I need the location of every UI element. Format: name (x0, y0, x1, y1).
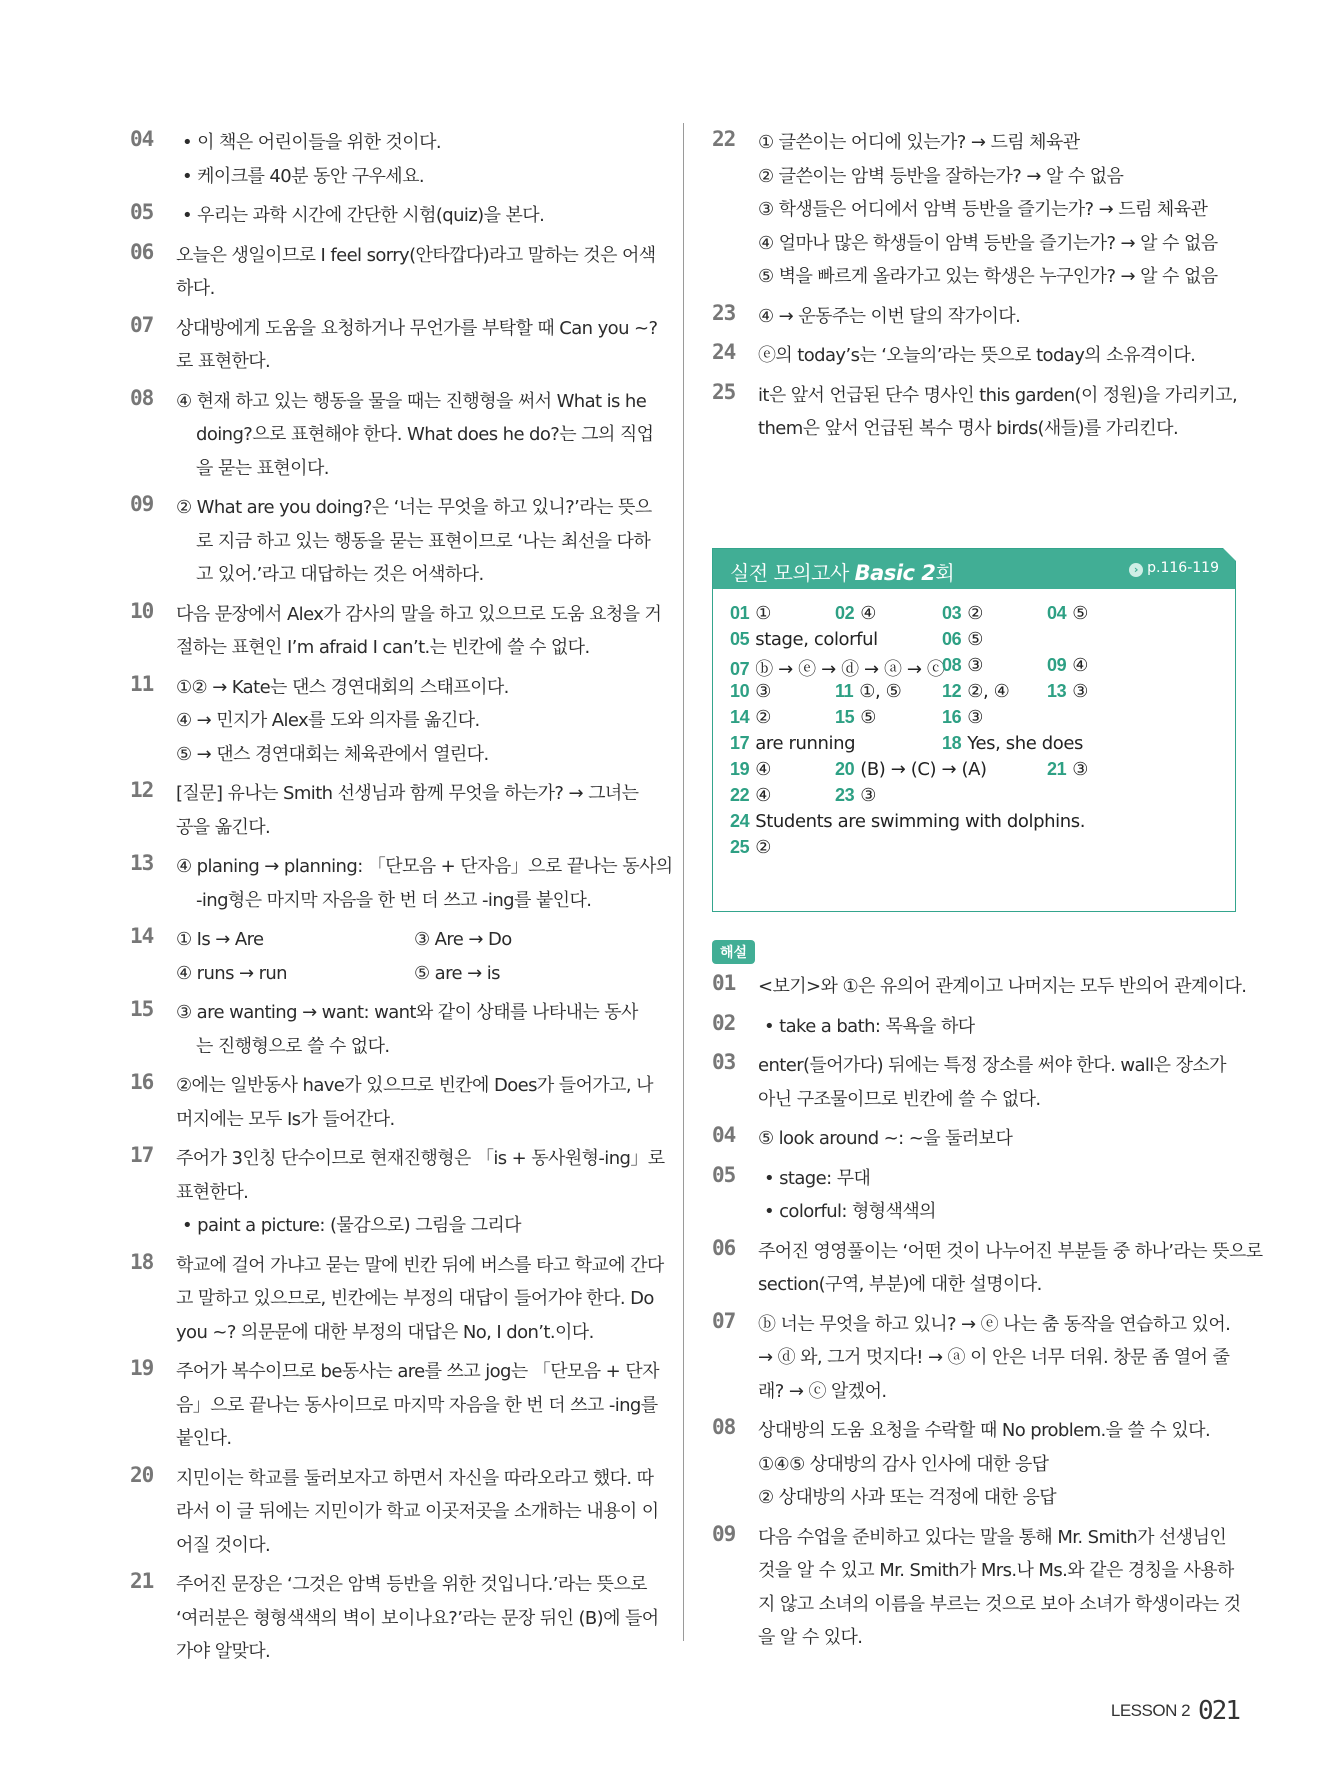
answer-value: ② (967, 603, 983, 624)
explanation-line: ④ planing → planning: 「단모음 + 단자음」으로 끝나는 동사의 (176, 856, 673, 877)
answer-box-header (713, 549, 1235, 589)
answer-value: Students are swimming with dolphins. (755, 811, 1086, 832)
explanation-line: 주어진 영영풀이는 ‘어떤 것이 나누어진 부분들 중 하나’라는 뜻으로 (758, 1240, 1263, 1262)
explanation-line: ④ → 운동주는 이번 달의 작가이다. (758, 305, 1021, 327)
answer-number: 19 (730, 759, 750, 779)
correction-row (176, 923, 654, 957)
title-bold: Basic 2 (854, 561, 936, 585)
column-divider (683, 123, 684, 1641)
explanation-line: • 우리는 과학 시간에 간단한 시험(quiz)을 본다. (182, 205, 545, 226)
question-item (130, 1142, 665, 1243)
answer-value: ③ (860, 785, 876, 806)
answer-entry (730, 603, 771, 624)
explanation-line: ②에는 일반동사 have가 있으므로 빈칸에 Does가 들어가고, 나 (176, 1075, 653, 1096)
explanation-line: 상대방의 도움 요청을 수락할 때 No problem.을 쓸 수 있다. (758, 1420, 1211, 1441)
explanation-line: 다음 수업을 준비하고 있다는 말을 통해 Mr. Smith가 선생님인 (758, 1526, 1227, 1548)
explanation-line: 로 지금 하고 있는 행동을 묻는 표현이므로 ‘나는 최선을 다하 (196, 530, 651, 552)
question-item (130, 239, 654, 306)
answer-entry (730, 733, 855, 754)
question-item (130, 385, 654, 486)
question-item (130, 996, 654, 1063)
explanation-line: ①② → Kate는 댄스 경연대회의 스태프이다. (176, 676, 509, 698)
answer-number: 03 (942, 603, 962, 623)
answer-value: ①, ⑤ (859, 681, 902, 702)
question-item (130, 126, 654, 193)
answer-entry (730, 681, 771, 702)
answer-number: 04 (1047, 603, 1067, 623)
question-item (130, 1069, 654, 1136)
question-item (130, 850, 673, 917)
answer-number: 09 (1047, 655, 1067, 675)
explanation-line: 고 말하고 있으므로, 빈칸에는 부정의 대답이 들어가야 한다. Do (176, 1288, 654, 1309)
answer-number: 08 (942, 655, 962, 675)
answer-value: stage, colorful (755, 629, 878, 650)
answer-box-title (730, 557, 954, 586)
explanation-line: ⑤ look around ~: ~을 둘러보다 (758, 1128, 1013, 1149)
answer-number: 10 (730, 681, 750, 701)
explanation-line: 을 알 수 있다. (758, 1627, 863, 1648)
title-suffix: 회 (935, 561, 955, 585)
explanation-line: 라서 이 글 뒤에는 지민이가 학교 이곳저곳을 소개하는 내용이 이 (176, 1501, 659, 1522)
answer-entry (730, 655, 945, 681)
explanation-line: ⑤ → 댄스 경연대회는 체육관에서 열린다. (176, 743, 489, 765)
question-number: 05 (712, 1162, 736, 1187)
question-item (130, 312, 658, 379)
question-number: 16 (130, 1070, 154, 1094)
explanation-line: enter(들어가다) 뒤에는 특정 장소를 써야 한다. wall은 장소가 (758, 1055, 1226, 1076)
answer-entry (942, 655, 983, 676)
explanation-line: ④ 현재 하고 있는 행동을 물을 때는 진행형을 써서 What is he (176, 390, 647, 412)
explanation-line: ① 글쓴이는 어디에 있는가? → 드림 체육관 (758, 132, 1080, 153)
question-item (130, 199, 654, 233)
page-number: 021 (1198, 1696, 1239, 1726)
explanation-line: • colorful: 형형색색의 (764, 1201, 936, 1222)
explanation-line: ④ 얼마나 많은 학생들이 암벽 등반을 즐기는가? → 알 수 없음 (758, 232, 1218, 254)
question-number: 06 (130, 239, 154, 264)
answer-value: ③ (967, 707, 983, 728)
question-item (712, 126, 1236, 294)
explanation-line: 머지에는 모두 Is가 들어간다. (176, 1108, 395, 1130)
question-item (130, 1249, 664, 1350)
answer-entry (1047, 759, 1088, 780)
question-item (712, 1414, 1236, 1515)
explanation-line: ①④⑤ 상대방의 감사 인사에 대한 응답 (758, 1453, 1049, 1475)
question-number: 20 (130, 1462, 154, 1487)
question-item (130, 598, 662, 665)
explanation-line: 상대방에게 도움을 요청하거나 무언가를 부탁할 때 Can you ~? (176, 317, 658, 339)
answer-entry (942, 733, 1083, 754)
answer-number: 02 (835, 603, 855, 623)
explanation-line: 로 표현한다. (176, 351, 271, 372)
explanation-line: • paint a picture: (물감으로) 그림을 그리다 (182, 1215, 521, 1236)
answer-entry (942, 603, 983, 624)
explanation-line: 는 진행형으로 쓸 수 없다. (196, 1035, 390, 1057)
question-number: 09 (130, 492, 154, 516)
title-prefix: 실전 모의고사 (730, 561, 849, 585)
question-number: 08 (130, 385, 154, 410)
answer-entry (835, 707, 876, 728)
answer-entry (730, 785, 771, 806)
correction-cell: ④ runs → run (176, 962, 287, 984)
question-number: 06 (712, 1235, 736, 1260)
answer-number: 07 (730, 659, 750, 679)
question-number: 07 (130, 312, 154, 337)
question-number: 08 (712, 1415, 736, 1439)
right-column-explanations (712, 970, 1263, 1661)
answer-value: ③ (1072, 681, 1088, 702)
answer-number: 18 (942, 733, 962, 753)
explanation-line: 주어가 3인칭 단수이므로 현재진행형은 「is + 동사원형-ing」로 (176, 1148, 665, 1169)
question-number: 02 (712, 1010, 736, 1035)
explanation-line: ⑤ 벽을 빠르게 올라가고 있는 학생은 누구인가? → 알 수 없음 (758, 266, 1218, 287)
question-number: 05 (130, 200, 154, 224)
explanation-line: ③ 학생들은 어디에서 암벽 등반을 즐기는가? → 드림 체육관 (758, 199, 1208, 220)
answer-number: 05 (730, 629, 750, 649)
question-item (130, 491, 654, 592)
question-number: 18 (130, 1249, 154, 1274)
correction-cell: ⑤ are → is (414, 962, 500, 984)
answer-number: 22 (730, 785, 750, 805)
explanation-line: 오늘은 생일이므로 I feel sorry(안타깝다)라고 말하는 것은 어색 (176, 244, 656, 266)
question-number: 12 (130, 778, 154, 802)
question-number: 14 (130, 924, 154, 948)
question-item (712, 1010, 1236, 1044)
answer-number: 20 (835, 759, 855, 779)
answer-value: (B) → (C) → (A) (860, 759, 987, 780)
question-item (130, 1568, 659, 1669)
answer-number: 01 (730, 603, 750, 623)
correction-cell: ① Is → Are (176, 929, 264, 950)
question-item (712, 1235, 1263, 1302)
answer-box (712, 548, 1236, 912)
question-item (712, 1521, 1241, 1655)
answer-number: 16 (942, 707, 962, 727)
question-item (712, 1122, 1236, 1156)
explanation-line: them은 앞서 언급된 복수 명사 birds(새들)를 가리킨다. (758, 418, 1179, 439)
question-item (130, 671, 654, 772)
question-number: 09 (712, 1521, 736, 1546)
explanation-line: 붙인다. (176, 1428, 232, 1449)
answer-entry (1047, 681, 1088, 702)
explanation-line: ⓑ 너는 무엇을 하고 있니? → ⓔ 나는 춤 동작을 연습하고 있어. (758, 1313, 1231, 1335)
question-number: 04 (712, 1123, 736, 1147)
question-number: 17 (130, 1143, 154, 1167)
explanation-line: [질문] 유나는 Smith 선생님과 함께 무엇을 하는가? → 그녀는 (176, 783, 639, 804)
question-item (712, 970, 1247, 1004)
left-column (130, 126, 673, 1675)
question-number: 11 (130, 671, 154, 696)
answer-entry (942, 629, 983, 650)
explanation-line: 공을 옮긴다. (176, 816, 271, 838)
explanation-line: 표현한다. (176, 1181, 249, 1203)
question-item (130, 923, 654, 990)
question-item (130, 1355, 659, 1456)
question-number: 24 (712, 340, 736, 364)
explanation-line: you ~? 의문문에 대한 부정의 대답은 No, I don’t.이다. (176, 1321, 594, 1343)
answer-entry (730, 811, 1085, 832)
question-number: 01 (712, 971, 736, 995)
explanation-line: 아닌 구조물이므로 빈칸에 쓸 수 없다. (758, 1088, 1041, 1110)
explanation-line: 하다. (176, 278, 215, 299)
answer-entry (730, 629, 878, 650)
explanation-line: 학교에 걸어 가냐고 묻는 말에 빈칸 뒤에 버스를 타고 학교에 간다 (176, 1254, 664, 1276)
answer-value: ② (755, 837, 771, 858)
explanation-line: ③ are wanting → want: want와 같이 상태를 나타내는 동사 (176, 1002, 638, 1023)
explanation-line: 다음 문장에서 Alex가 감사의 말을 하고 있으므로 도움 요청을 거 (176, 603, 662, 625)
explanation-line: ‘여러분은 형형색색의 벽이 보이나요?’라는 문장 뒤인 (B)에 들어 (176, 1607, 659, 1629)
explanation-line: ⓔ의 today’s는 ‘오늘의’라는 뜻으로 today의 소유격이다. (758, 345, 1196, 366)
answer-number: 15 (835, 707, 855, 727)
question-item (712, 379, 1236, 446)
question-number: 10 (130, 598, 154, 623)
question-item (712, 300, 1236, 334)
explanation-line: 고 있어.’라고 대답하는 것은 어색하다. (196, 564, 484, 585)
answer-entry (730, 759, 771, 780)
question-item (712, 339, 1236, 373)
answer-entry (730, 707, 771, 728)
explanation-badge: 해설 (712, 940, 755, 964)
question-item (712, 1162, 1236, 1229)
answer-number: 17 (730, 733, 750, 753)
explanation-line: • stage: 무대 (764, 1167, 871, 1189)
lesson-label: LESSON 2 (1110, 1701, 1191, 1720)
answer-value: ③ (1072, 759, 1088, 780)
question-number: 21 (130, 1569, 154, 1593)
answer-number: 24 (730, 811, 750, 831)
answer-value: ⓑ → ⓔ → ⓓ → ⓐ → ⓒ (755, 659, 945, 680)
question-number: 23 (712, 300, 736, 325)
answer-value: ⑤ (1072, 603, 1088, 624)
page-footer (1111, 1696, 1239, 1726)
explanation-line: ② 글쓴이는 암벽 등반을 잘하는가? → 알 수 없음 (758, 165, 1124, 187)
answer-number: 06 (942, 629, 962, 649)
answer-value: ④ (755, 785, 771, 806)
explanation-line: it은 앞서 언급된 단수 명사인 this garden(이 정원)을 가리키고, (758, 384, 1238, 406)
answer-value: ④ (755, 759, 771, 780)
answer-value: ② (755, 707, 771, 728)
answer-entry (835, 681, 901, 702)
question-number: 15 (130, 997, 154, 1021)
explanation-line: 주어진 문장은 ‘그것은 암벽 등반을 위한 것입니다.’라는 뜻으로 (176, 1574, 647, 1595)
answer-value: ① (755, 603, 771, 624)
question-number: 19 (130, 1356, 154, 1380)
answer-number: 23 (835, 785, 855, 805)
answer-number: 21 (1047, 759, 1067, 779)
explanation-line: • 이 책은 어린이들을 위한 것이다. (182, 132, 441, 153)
page-reference (1129, 560, 1219, 577)
answer-number: 14 (730, 707, 750, 727)
answer-entry (1047, 655, 1088, 676)
answer-number: 13 (1047, 681, 1067, 701)
question-number: 22 (712, 127, 736, 151)
answer-entry (1047, 603, 1088, 624)
explanation-line: 것을 알 수 있고 Mr. Smith가 Mrs.나 Ms.와 같은 경칭을 사용하 (758, 1560, 1234, 1581)
explanation-line: ④ → 민지가 Alex를 도와 의자를 옮긴다. (176, 710, 480, 731)
answer-entry (942, 681, 1009, 702)
question-item (712, 1308, 1236, 1409)
explanation-line: 래? → ⓒ 알겠어. (758, 1380, 887, 1402)
question-number: 25 (712, 379, 736, 404)
question-item (130, 1462, 659, 1563)
answer-value: ⑤ (967, 629, 983, 650)
question-item (712, 1049, 1236, 1116)
right-column-top (712, 126, 1236, 452)
answer-entry (835, 785, 876, 806)
question-number: 03 (712, 1050, 736, 1074)
question-number: 13 (130, 851, 154, 875)
answer-entry (942, 707, 983, 728)
question-number: 04 (130, 127, 154, 151)
answer-number: 25 (730, 837, 750, 857)
correction-row (176, 957, 654, 991)
question-item (130, 777, 654, 844)
explanation-line: -ing형은 마지막 자음을 한 번 더 쓰고 -ing를 붙인다. (196, 889, 592, 911)
explanation-line: 절하는 표현인 I’m afraid I can’t.는 빈칸에 쓸 수 없다. (176, 637, 590, 658)
answer-entry (730, 837, 771, 858)
answer-number: 12 (942, 681, 962, 701)
explanation-line: 지 않고 소녀의 이름을 부르는 것으로 보아 소녀가 학생이라는 것 (758, 1593, 1241, 1615)
answer-value: ②, ④ (967, 681, 1010, 702)
explanation-line: 지민이는 학교를 둘러보자고 하면서 자신을 따라오라고 했다. 따 (176, 1467, 654, 1489)
correction-cell: ③ Are → Do (414, 929, 512, 950)
answer-value: ④ (1072, 655, 1088, 676)
chevron-right-icon: › (1129, 563, 1143, 577)
answer-value: ③ (967, 655, 983, 676)
answer-number: 11 (835, 681, 854, 701)
explanation-line: → ⓓ 와, 그거 멋지다! → ⓐ 이 안은 너무 더워. 창문 좀 열어 줄 (758, 1347, 1230, 1368)
explanation-line: 음」으로 끝나는 동사이므로 마지막 자음을 한 번 더 쓰고 -ing를 (176, 1394, 658, 1416)
explanation-line: 어질 것이다. (176, 1534, 271, 1556)
answer-value: Yes, she does (967, 733, 1084, 754)
answer-value: ③ (755, 681, 771, 702)
answer-value: ⑤ (860, 707, 876, 728)
explanation-line: ② 상대방의 사과 또는 걱정에 대한 응답 (758, 1487, 1057, 1508)
explanation-line: section(구역, 부분)에 대한 설명이다. (758, 1274, 1042, 1295)
explanation-line: 가야 알맞다. (176, 1641, 271, 1662)
explanation-line: <보기>와 ①은 유의어 관계이고 나머지는 모두 반의어 관계이다. (758, 976, 1247, 997)
explanation-line: 주어가 복수이므로 be동사는 are를 쓰고 jog는 「단모음 + 단자 (176, 1361, 659, 1382)
answer-value: are running (755, 733, 856, 754)
page-ref-text: p.116-119 (1147, 560, 1219, 576)
explanation-line: • 케이크를 40분 동안 구우세요. (182, 165, 424, 187)
explanation-line: • take a bath: 목욕을 하다 (764, 1015, 975, 1037)
question-number: 07 (712, 1308, 736, 1333)
explanation-line: 을 묻는 표현이다. (196, 457, 329, 479)
answer-value: ④ (860, 603, 876, 624)
answer-entry (835, 603, 876, 624)
explanation-line: doing?으로 표현해야 한다. What does he do?는 그의 직업 (196, 424, 654, 445)
explanation-line: ② What are you doing?은 ‘너는 무엇을 하고 있니?’라는 뜻으 (176, 497, 652, 518)
answer-entry (835, 759, 987, 780)
